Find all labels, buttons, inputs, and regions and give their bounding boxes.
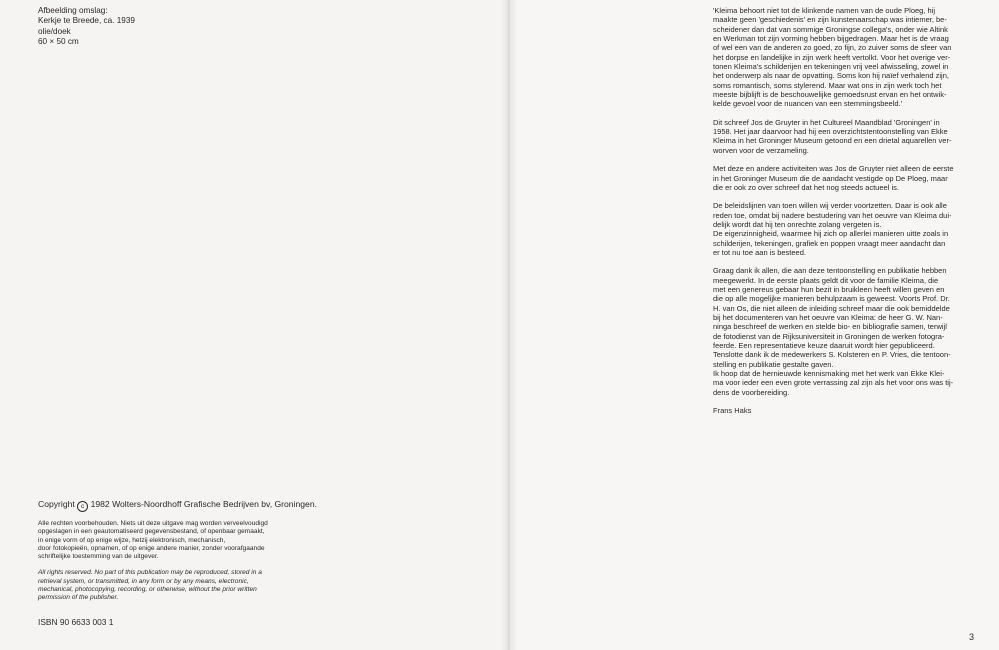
isbn: ISBN 90 6633 003 1 (38, 616, 114, 627)
text-line: meegewerkt. In de eerste plaats geldt dit voor de familie Kleima, die (713, 275, 939, 285)
rights-line: schriftelijke toestemming van de uitgever. (38, 553, 159, 561)
text-line: stelling en publikatie gestalte gaven. (713, 359, 834, 369)
rights-line: in enige vorm of op enige wijze, hetzij elektronisch, mechanisch, (38, 536, 226, 544)
rights-line: door fotokopieën, opnamen, of op enige andere manier, zonder voorafgaande (38, 544, 265, 552)
copyright-line (38, 499, 338, 512)
text-line: De eigenzinnigheid, waarmee hij zich op allerlei manieren uitte zoals in (713, 229, 949, 239)
text-line: scheidener dan dat van sommige Groningse collega's, onder wie Altink (713, 24, 948, 34)
text-line: Kleima in het Groninger Museum getoond en een drietal aquarellen ver- (713, 136, 952, 146)
text-line: delijk wordt dat hij ten onrechte zolang vergeten is. (713, 219, 882, 229)
copyright-text: 1982 Wolters-Noordhoff Grafische Bedrijven bv, Groningen. (90, 499, 317, 509)
rights-line: permission of the publisher. (38, 594, 119, 602)
rights-line: All rights reserved. No part of this publication may be reproduced, stored in a (38, 569, 262, 577)
text-line: maakte geen 'geschiedenis' en zijn kunstenaarschap was intiemer, be- (713, 15, 947, 25)
text-line: de fotodienst van de Rijksuniversiteit in Groningen de werken fotogra- (713, 331, 945, 341)
text-line: ninga beschreef de werken en stelde bio- en bibliografie samen, terwijl (713, 322, 947, 332)
rights-line: opgeslagen in een geautomatiseerd gegevensbestand, of openbaar gemaakt, (38, 528, 265, 536)
copyright-prefix: Copyright (38, 499, 75, 509)
text-line: die er ook zo over schreef dat het nog steeds actueel is. (713, 182, 899, 192)
author-signature: Frans Haks (713, 406, 752, 416)
text-line: en Werkman tot zijn vorming hebben bijgedragen. Maar het is de vraag (713, 34, 949, 44)
text-line: Tenslotte dank ik de medewerkers S. Kolsteren en P. Vries, die tentoon- (713, 350, 951, 360)
paragraph (713, 6, 978, 109)
copyright-block (38, 499, 338, 627)
text-line: reden toe, omdat bij nadere bestudering van het oeuvre van Kleima dui- (713, 210, 952, 220)
text-line: er tot nu toe aan is besteed. (713, 247, 806, 257)
rights-notice-dutch (38, 520, 338, 561)
text-line: Dit schreef Jos de Gruyter in het Cultureel Maandblad 'Groningen' in (713, 117, 940, 127)
text-line: Graag dank ik allen, die aan deze tentoonstelling en publikatie hebben (713, 266, 947, 276)
rights-line: Alle rechten voorbehouden. Niets uit deze uitgave mag worden verveelvoudigd (38, 520, 268, 527)
text-line: worven voor de verzameling. (713, 145, 809, 155)
text-line: of wel een van de anderen zo goed, zo fijn, zo zuiver soms de sfeer van (713, 43, 952, 53)
text-line: meeste bijblijft is de beschouwelijke gemoedsrust ervan en het ontwik- (713, 90, 947, 100)
paragraph (713, 201, 978, 257)
text-line: het onderwerp als naar de opvatting. Soms kon hij naïef verhalend zijn, (713, 71, 949, 81)
text-line: 1958. Het jaar daarvoor had hij een overzichtstentoonstelling van Ekke (713, 127, 948, 137)
text-line: feerde. Een representatieve keuze daaruit wordt hier gepubliceerd. (713, 341, 935, 350)
foreword-text (713, 6, 978, 415)
rights-notice-english (38, 569, 338, 602)
text-line: De beleidslijnen van toen willen wij verder voortzetten. Daar is ook alle (713, 201, 947, 211)
text-line: Ik hoop dat de hernieuwde kennismaking met het werk van Ekke Klei- (713, 369, 945, 379)
copyright-icon: c (77, 501, 88, 512)
book-gutter (500, 0, 518, 650)
text-line: H. van Os, die niet alleen de inleiding schreef maar die ook bemiddelde (713, 303, 950, 313)
rights-line: retrieval system, or transmitted, in any form or by any means, electronic, (38, 577, 249, 585)
cover-caption (38, 6, 135, 48)
caption-line: Afbeelding omslag: (38, 6, 108, 15)
text-line: met een genereus gebaar hun bezit in bruikleen heeft willen geven en (713, 284, 945, 294)
text-line: tonen Kleima's schilderijen en tekeningen vrij veel afwisseling, zowel in (713, 62, 949, 72)
page-number: 3 (969, 632, 975, 642)
text-line: kelde gevoel voor de nuancen van een stemmingsbeeld.' (713, 99, 903, 109)
caption-line: 60 × 50 cm (38, 37, 79, 47)
rights-line: mechanical, photocopying, recording, or otherwise, without the prior written (38, 586, 257, 594)
text-line: ma voor ieder een even grote verrassing zal zijn als het voor ons was tij- (713, 378, 954, 388)
text-line: in het Groninger Museum die de aandacht vestigde op De Ploeg, maar (713, 173, 948, 183)
text-line: soms romantisch, soms stylerend. Maar wat ons in zijn werk toch het (713, 80, 942, 90)
text-line: schilderijen, tekeningen, grafiek en poppen vraagt meer aandacht dan (713, 238, 946, 248)
paragraph (713, 266, 978, 397)
text-line: 'Kleima behoort niet tot de klinkende namen van de oude Ploeg, hij (713, 6, 935, 15)
text-line: Met deze en andere activiteiten was Jos de Gruyter niet alleen de eerste (713, 164, 954, 174)
text-line: bij het documenteren van het oeuvre van Kleima: de heer G. W. Nan- (713, 312, 943, 322)
paragraph (713, 118, 978, 155)
text-line: dens de voorbereiding. (713, 387, 790, 397)
caption-line: Kerkje te Breede, ca. 1939 (38, 16, 135, 26)
paragraph (713, 164, 978, 192)
caption-line: olie/doek (38, 26, 71, 36)
text-line: die op alle mogelijke manieren behulpzaam is geweest. Voorts Prof. Dr. (713, 294, 950, 304)
text-line: het dorpse en landelijke in zijn werk heeft vertolkt. Voor het overige ver- (713, 52, 951, 62)
